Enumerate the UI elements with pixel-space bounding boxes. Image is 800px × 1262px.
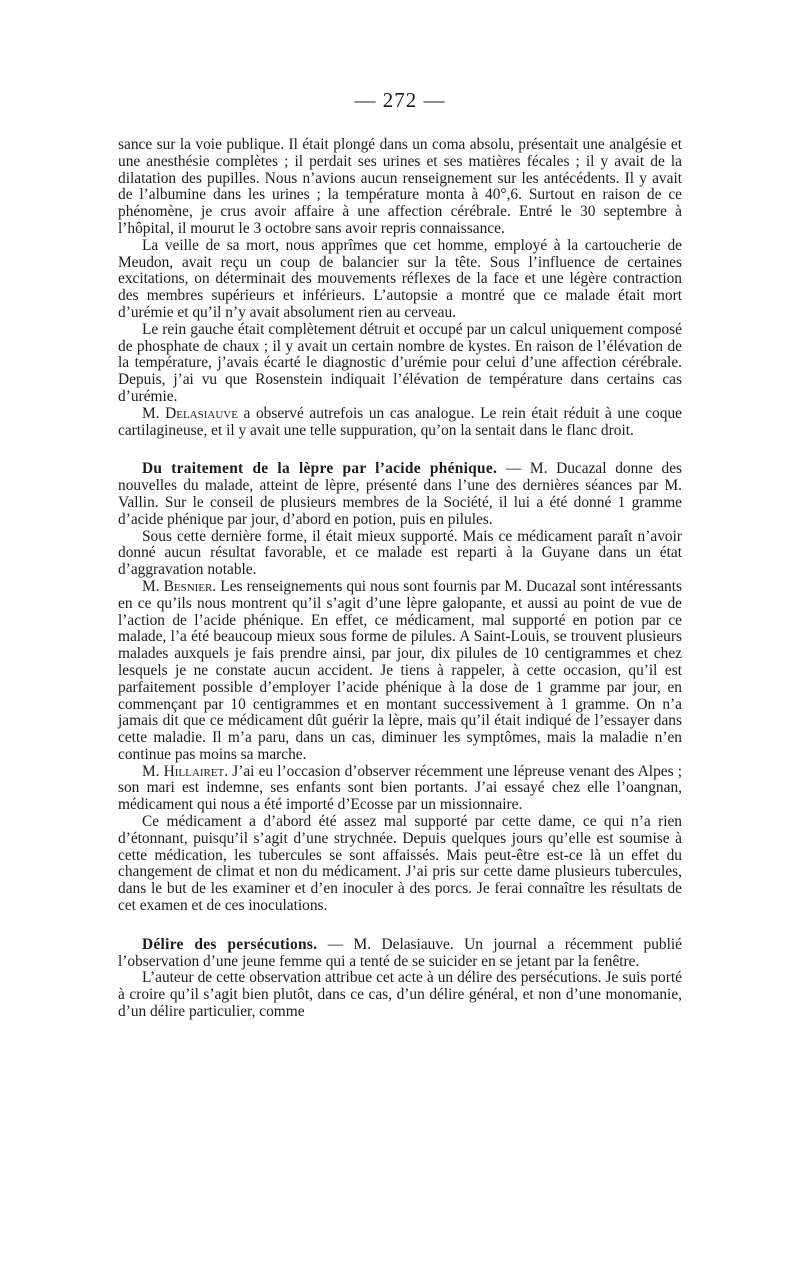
paragraph-9: Ce médicament a d’abord été assez mal supporté par cette dame, ce qui n’a rien d’étonnant, puisqu’il s’agit d’une strychnée. Depuis quelques jours qu’elle est soumise à cette médication, les tubercules se sont affaissés. Mais peut-être est-ce là un effet du changement de climat et non du médicament. J’ai pris sur cette dame plusieurs tubercules, dans le but de les examiner et d’en inoculer à des porcs. Je ferai connaître les résultats de cet examen et de ces inoculations. [118, 813, 682, 915]
speaker-name: M. Besnier [142, 577, 213, 595]
section-heading: Du traitement de la lèpre par l’acide phénique. [142, 460, 498, 478]
paragraph-8: M. Hillairet. J’ai eu l’occasion d’observer récemment une lépreuse venant des Alpes ; son mari est indemne, ses enfants sont bien portants. J’ai essayé chez elle l’oangnan, médicament qui nous a été importé d’Ecosse par un missionnaire. [118, 762, 682, 814]
paragraph-3: Le rein gauche était complètement détruit et occupé par un calcul uniquement composé de phosphate de chaux ; il y avait un certain nombre de kystes. En raison de l’élévation de la température, j’avais écarté le diagnostic d’urémie pour celui d’une affection cérébrale. Depuis, j’ai vu que Rosenstein indiquait l’élévation de température dans certains cas d’urémie. [118, 320, 682, 405]
paragraph-11: L’auteur de cette observation attribue cet acte à un délire des persécutions. Je suis porté à croire qu’il s’agit bien plutôt, dans ce cas, d’un délire général, et non d’une monomanie, d’un délire particulier, comme [118, 969, 682, 1021]
section-persecution: Délire des persécutions. — M. Delasiauve. Un journal a récemment publié l’observation d’une jeune femme qui a tenté de se suicider en se jetant par la fenêtre. [118, 935, 682, 970]
section-heading: Délire des persécutions. [142, 935, 318, 953]
paragraph-4: M. Delasiauve a observé autrefois un cas analogue. Le rein était réduit à une coque cartilagineuse, et il y avait une telle suppuration, qu’on la sentait dans le flanc droit. [118, 404, 682, 439]
paragraph-7: M. Besnier. Les renseignements qui nous sont fournis par M. Ducazal sont intéressants en ce qu’ils nous montrent qu’il s’agit d’une lèpre galopante, et aussi au point de vue de l’action de l’acide phénique. En effet, ce médicament, mal supporté en potion par ce malade, l’a été beaucoup mieux sous forme de pilules. A Saint-Louis, se trouvent plusieurs malades auxquels je fais prendre ainsi, par jour, dix pilules de 10 centigrammes et chez lesquels je ne constate aucun accident. Je tiens à rappeler, à cette occasion, qu’il est parfaitement possible d’employer l’acide phénique à la dose de 1 gramme par jour, en commençant par 10 centigrammes et en montant successivement à 1 gramme. On n’a jamais dit que ce médicament dût guérir la lèpre, mais qu’il était indiqué de l’essayer dans cette maladie. Il m’a paru, dans un cas, diminuer les symptômes, mais la maladie n’en continue pas moins sa marche. [118, 577, 682, 763]
paragraph-2: La veille de sa mort, nous apprîmes que cet homme, employé à la cartoucherie de Meudon, avait reçu un coup de balancier sur la tête. Sous l’influence de certaines excitations, on déterminait des mouvements réflexes de la face et une légère contraction des membres supérieurs et inférieurs. L’autopsie a montré que ce malade était mort d’urémie et qu’il n’y avait absolument rien au cerveau. [118, 236, 682, 321]
section-leprosy: Du traitement de la lèpre par l’acide phénique. — M. Ducazal donne des nouvelles du malade, atteint de lèpre, présenté dans l’une des dernières séances par M. Vallin. Sur le conseil de plusieurs membres de la Société, il lui a été donné 1 gramme d’acide phénique par jour, d’abord en potion, puis en pilules. [118, 460, 683, 528]
page-number: — 272 — [354, 88, 446, 112]
paragraph-1: sance sur la voie publique. Il était plongé dans un coma absolu, présentait une analgésie et une anesthésie complètes ; il perdait ses urines et ses matières fécales ; il y avait de la dilatation des pupilles. Nous n’avions aucun renseignement sur les antécédents. Il y avait de l’albumine dans les urines ; la température monta à 40°,6. Surtout en raison de ce phénomène, je crus avoir affaire à une affection cérébrale. Entré le 30 septembre à l’hôpital, il mourut le 3 octobre sans avoir repris connaissance. [118, 136, 682, 237]
speaker-name: M. Hillairet [142, 762, 225, 780]
speaker-name: M. Delasiauve [142, 404, 238, 422]
paragraph-6: Sous cette dernière forme, il était mieux supporté. Mais ce médicament paraît n’avoir donné aucun résultat favorable, et ce malade est reparti à la Guyane dans un état d’aggravation notable. [118, 527, 682, 579]
